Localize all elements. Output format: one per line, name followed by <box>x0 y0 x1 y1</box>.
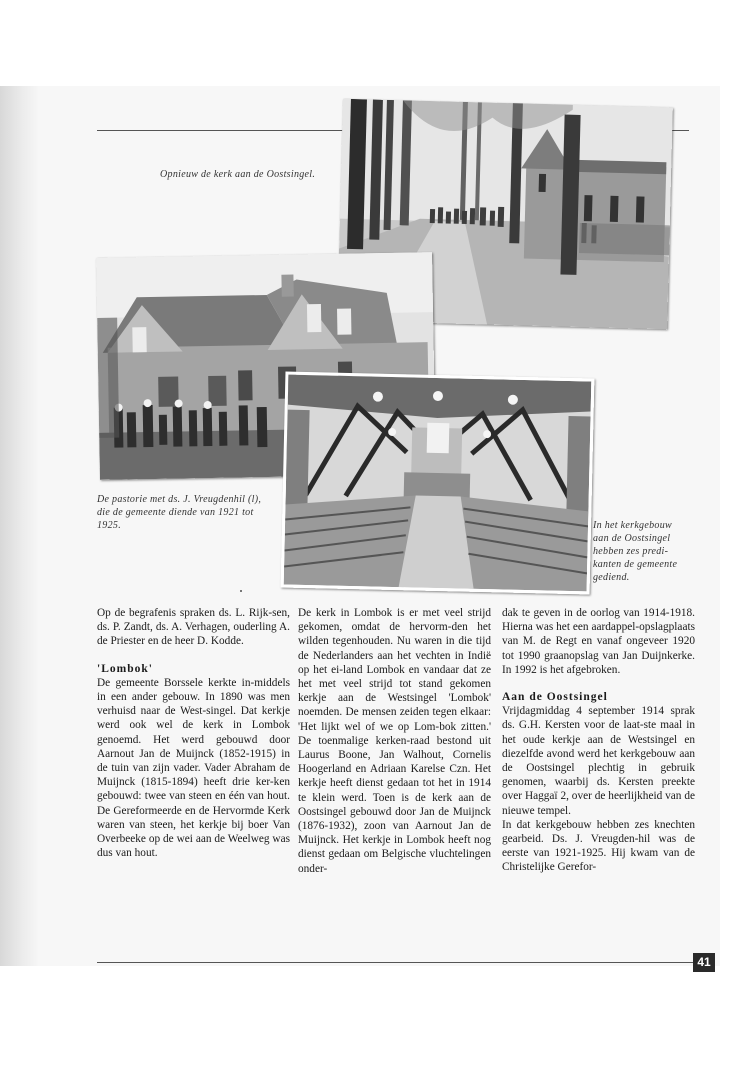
speck <box>240 590 242 592</box>
col3-body2: In dat kerkgebouw hebben zes knechten gearbeid. Ds. J. Vreugden-hil was de eerste van 1921-1925. Hij kwam van de Christelijke Gerefor- <box>502 818 695 874</box>
page-number: 41 <box>693 953 715 972</box>
col1-heading: 'Lombok' <box>97 662 153 675</box>
column-2 <box>298 606 491 876</box>
column-1 <box>97 606 290 860</box>
col2-body: De kerk in Lombok is er met veel strijd gekomen, omdat de hervorm-den het wilden tegenhouden. Nu waren in die tijd de Nederlanders aan het vechten in Indië op het ei-land Lombok en vandaar dat ze het met veel strijd tot stand gekomen kerkje aan de Westsingel 'Lombok' noemden. De mensen zeiden tegen elkaar: 'Het lijkt wel of we op Lom-bok zitten.' De toenmalige kerken-raad bestond uit Laurus Boone, Jan Walhout, Cornelis Hoogerland en Adriaan Karelse Czn. Het kerkje heeft dienst gedaan tot het in 1914 te klein werd. Toen is de kerk aan de Oostsingel gebouwd door Jan de Muijnck (1876-1932), zoon van Aarnout Jan de Muijnck. Het kerkje in Lombok heeft nog dienst gedaan om Belgische vluchtelingen onder- <box>298 607 491 875</box>
book-gutter <box>0 86 38 966</box>
col3-body: Vrijdagmiddag 4 september 1914 sprak ds. G.H. Kersten voor de laat-ste maal in het oude kerkje aan de Westsingel en diezelfde avond werd het kerkgebouw aan de Oostsingel plechtig in gebruik genomen, waarbij ds. Kersten preekte over Haggaï 2, over de heerlijkheid van de nieuwe tempel. <box>502 705 695 817</box>
col3-intro: dak te geven in de oorlog van 1914-1918. Hierna was het een aardappel-opslagplaats van M. de Regt en vanaf ongeveer 1920 tot 1990 graanopslag van Jan Duijnkerke. In 1992 is het afgebroken. <box>502 607 695 676</box>
column-3 <box>502 606 695 875</box>
caption-parsonage: De pastorie met ds. J. Vreugdenhil (l), die de gemeente diende van 1921 tot 1925. <box>97 494 262 531</box>
col1-intro: Op de begrafenis spraken ds. L. Rijk-sen, ds. P. Zandt, ds. A. Verhagen, ouderling A. de Priester en de heer D. Kodde. <box>97 607 290 648</box>
bottom-rule <box>97 962 693 963</box>
caption-church: Opnieuw de kerk aan de Oostsingel. <box>160 169 316 180</box>
col1-body: De gemeente Borssele kerkte in-middels in een ander gebouw. In 1890 was men verhuisd naar de West-singel. Dat kerkje werd ook wel de kerk in Lombok genoemd. Het werd gebouwd door Aarnout Jan de Muijnck (1852-1915) in de tuin van zijn vader. Vader Abraham de Muijnck (1815-1894) heeft drie ker-ken gebouwd: twee van steen en één van hout. De Gereformeerde en de Hervormde Kerk waren van steen, het kerkje bij boer Van Overbeeke op de wei aan de Weelweg was dus van hout. <box>97 676 290 860</box>
interior-photo <box>281 372 595 595</box>
col3-heading: Aan de Oostsingel <box>502 691 608 704</box>
caption-interior: In het kerkgebouw aan de Oostsingel hebben zes predi-kanten de gemeente gediend. <box>593 520 678 583</box>
